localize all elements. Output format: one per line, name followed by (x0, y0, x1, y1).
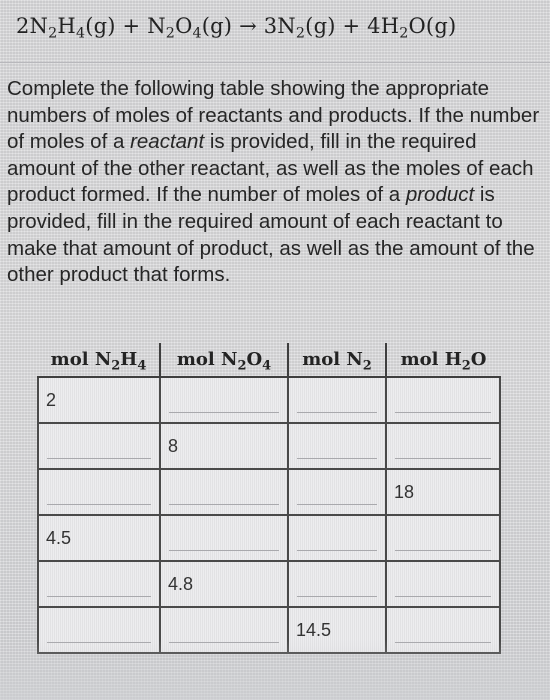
answer-input-n2o4[interactable] (169, 540, 279, 551)
instructions-text (7, 76, 542, 289)
eq-subscript: 2 (165, 25, 176, 42)
photo-shadow (0, 640, 550, 700)
answer-input-n2[interactable] (297, 494, 377, 505)
cell-n2h4[interactable] (38, 561, 160, 607)
instructions-part: is provided, fill in the required amount of the other reactant, as well as the moles of each product formed. If the number of moles of a (7, 130, 534, 207)
instructions-part: is provided, fill in the required amount of each reactant to make that amount of product, as well as the amount of the other product that forms. (7, 183, 535, 287)
emphasis-reactant: reactant (130, 130, 205, 154)
given-value: 14.5 (296, 619, 332, 640)
given-value: 8 (168, 435, 179, 456)
header-mol-n2: mol $N_2$ (288, 343, 386, 377)
cell-n2[interactable] (288, 469, 386, 515)
eq-subscript: 2 (399, 25, 409, 42)
eq-subscript: 2 (48, 25, 58, 42)
cell-h2o[interactable] (386, 377, 500, 423)
eq-subscript: 2 (295, 25, 306, 42)
answer-input-n2h4[interactable] (47, 448, 151, 459)
cell-h2o[interactable] (386, 515, 500, 561)
chemical-equation (16, 14, 536, 42)
header-mol-n2h4: mol $N_2H_4$ (38, 343, 160, 377)
header-mol-n2o4: mol $N_2O_4$ (160, 343, 288, 377)
eq-text: (g) → 3N (201, 14, 296, 38)
divider (0, 62, 550, 63)
given-value: 2 (46, 389, 57, 410)
table-body (38, 377, 500, 653)
given-value: 18 (394, 481, 415, 502)
eq-text: H (57, 14, 76, 38)
cell-n2o4 (160, 561, 288, 607)
eq-subscript: 4 (192, 25, 202, 42)
eq-subscript: 4 (75, 25, 86, 42)
mole-table (37, 343, 501, 654)
cell-n2[interactable] (288, 515, 386, 561)
header-mol-h2o: mol $H_2O$ (386, 343, 500, 377)
cell-n2h4 (38, 515, 160, 561)
cell-n2o4[interactable] (160, 469, 288, 515)
answer-input-h2o[interactable] (395, 586, 491, 597)
answer-input-n2h4[interactable] (47, 494, 151, 505)
eq-text: O (175, 14, 193, 38)
eq-text: (g) + 4H (305, 14, 400, 38)
given-value: 4.5 (46, 527, 72, 548)
answer-input-n2o4[interactable] (169, 402, 279, 413)
emphasis-product: product (405, 183, 475, 207)
table-row (38, 423, 500, 469)
instructions-part: Complete the following table showing the appropriate numbers of moles of reactants and products. If the number of moles of a (7, 77, 540, 154)
table-header-row (38, 343, 500, 377)
cell-n2[interactable] (288, 561, 386, 607)
given-value: 4.8 (168, 573, 194, 594)
eq-text: 2N (16, 14, 49, 38)
eq-text: O(g) (408, 14, 457, 38)
answer-input-h2o[interactable] (395, 402, 491, 413)
eq-text: (g) + N (85, 14, 166, 38)
answer-input-n2[interactable] (297, 448, 377, 459)
cell-n2[interactable] (288, 377, 386, 423)
cell-n2o4[interactable] (160, 515, 288, 561)
cell-h2o (386, 469, 500, 515)
answer-input-n2[interactable] (297, 586, 377, 597)
cell-n2o4 (160, 423, 288, 469)
table-row (38, 377, 500, 423)
table-row (38, 515, 500, 561)
cell-h2o[interactable] (386, 561, 500, 607)
table-row (38, 561, 500, 607)
cell-n2h4[interactable] (38, 423, 160, 469)
cell-n2o4[interactable] (160, 377, 288, 423)
answer-input-n2[interactable] (297, 540, 377, 551)
answer-input-n2[interactable] (297, 402, 377, 413)
table-row (38, 469, 500, 515)
answer-input-n2o4[interactable] (169, 494, 279, 505)
answer-input-h2o[interactable] (395, 540, 491, 551)
cell-h2o[interactable] (386, 423, 500, 469)
answer-input-h2o[interactable] (395, 448, 491, 459)
cell-n2h4[interactable] (38, 469, 160, 515)
answer-input-n2h4[interactable] (47, 586, 151, 597)
cell-n2[interactable] (288, 423, 386, 469)
cell-n2h4 (38, 377, 160, 423)
